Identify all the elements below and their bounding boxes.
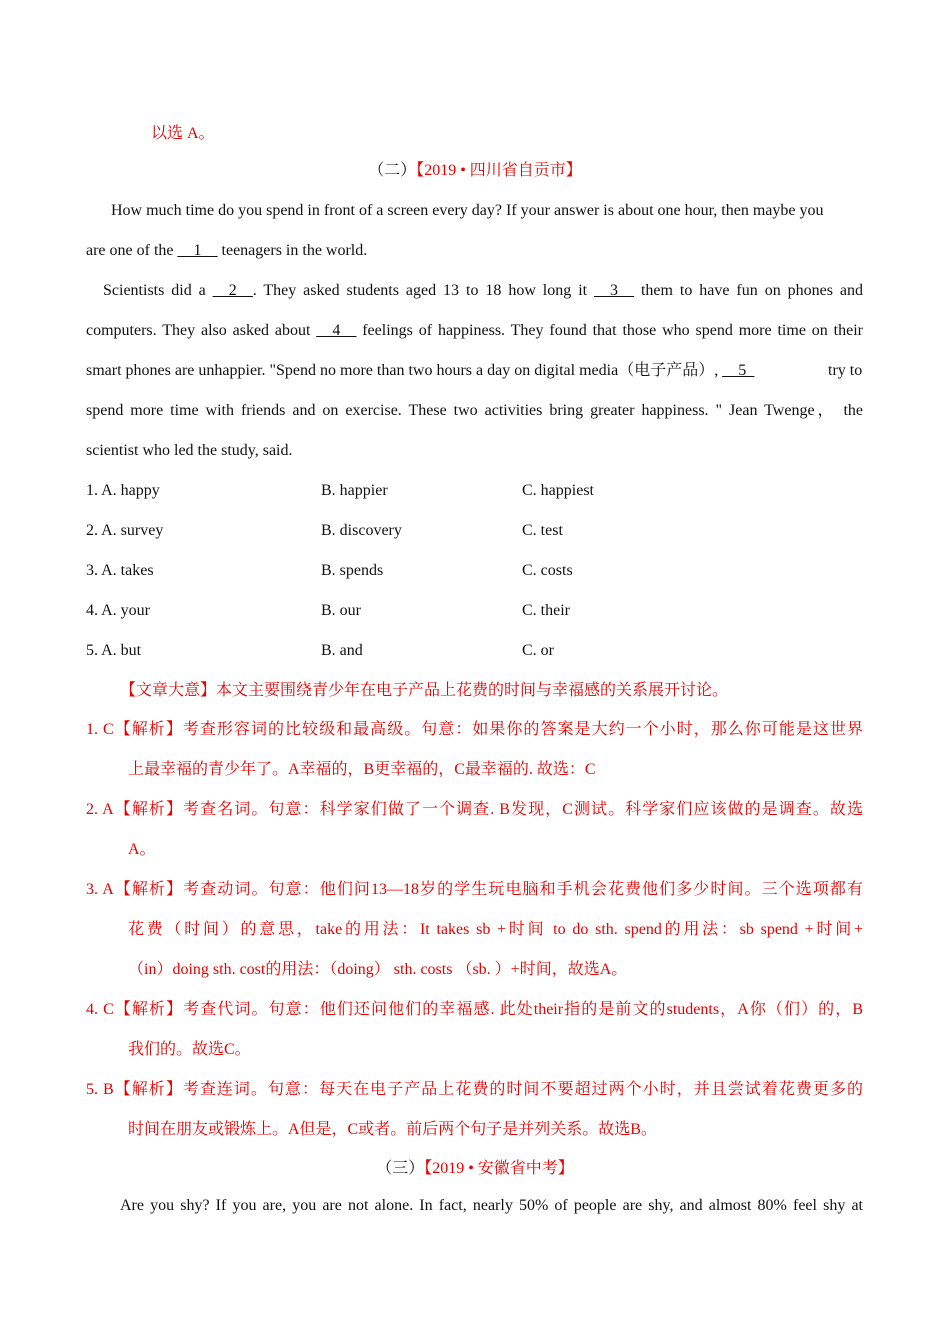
text-span: smart phones are unhappier. "Spend no more than two hours a day on digital media（电子产品）,: [86, 362, 723, 379]
text-span: Scientists did a: [103, 282, 213, 299]
option-b: B. spends: [321, 562, 384, 579]
blank-1: __1__: [177, 242, 218, 259]
option-b: B. our: [321, 602, 361, 619]
text-span: teenagers in the world.: [217, 242, 368, 259]
option-a: 4. A. your: [86, 602, 150, 619]
option-b: B. discovery: [321, 522, 402, 539]
option-b: B. happier: [321, 482, 388, 499]
text-span: computers. They also asked about: [86, 322, 317, 339]
option-a: 1. A. happy: [86, 482, 160, 499]
section-3-source: 【2019 • 安徽省中考】: [424, 1160, 574, 1177]
passage-line: [86, 241, 367, 261]
text-span: feelings of happiness. They found that those who spend more time on their: [356, 322, 863, 339]
passage-line: [103, 281, 863, 301]
option-c: C. test: [522, 522, 563, 539]
passage-line: How much time do you spend in front of a screen every day? If your answer is about one hour, then maybe you: [111, 202, 824, 219]
text-span: . They asked students aged 13 to 18 how long it: [252, 282, 595, 299]
answer-explanation: 1. C【解析】考查形容词的比较级和最高级。句意：如果你的答案是大约一个小时，那么你可能是这世界: [86, 721, 863, 738]
passage-line: Are you shy? If you are, you are not alone. In fact, nearly 50% of people are shy, and almost 80% feel shy at: [120, 1197, 863, 1214]
option-a: 3. A. takes: [86, 562, 154, 579]
answer-explanation: 我们的。故选C。: [128, 1041, 251, 1058]
answer-explanation: （in）doing sth. cost的用法：（doing） sth. costs （sb. ）+时间，故选A。: [128, 961, 628, 978]
answer-explanation: A。: [128, 841, 156, 858]
option-a: 2. A. survey: [86, 522, 164, 539]
text-span: are one of the: [86, 242, 178, 259]
option-a: 5. A. but: [86, 642, 142, 659]
answer-explanation: 花费（时间）的意思，take的用法：It takes sb +时间 to do sth. spend的用法：sb spend +时间+: [128, 921, 863, 938]
option-c: C. happiest: [522, 482, 594, 499]
blank-5: __5_: [722, 362, 755, 379]
option-c: C. their: [522, 602, 570, 619]
section-2-prefix: （二）: [368, 162, 417, 179]
answer-explanation: 2. A【解析】考查名词。句意：科学家们做了一个调查. B发现，C测试。科学家们应该做的是调查。故选: [86, 801, 863, 818]
answer-explanation: 5. B【解析】考查连词。句意：每天在电子产品上花费的时间不要超过两个小时，并且尝试着花费更多的: [86, 1081, 863, 1098]
section-2-heading: [0, 161, 950, 181]
section-2-source: 【2019 • 四川省自贡市】: [416, 162, 582, 179]
article-summary: 【文章大意】本文主要围绕青少年在电子产品上花费的时间与幸福感的关系展开讨论。: [120, 682, 729, 699]
option-c: C. costs: [522, 562, 573, 579]
answer-explanation: 上最幸福的青少年了。A幸福的，B更幸福的，C最幸福的. 故选：C: [128, 761, 596, 778]
passage-line: spend more time with friends and on exercise. These two activities bring greater happiness. " Jean Twenge， the: [86, 402, 864, 419]
passage-line-end: try to: [828, 362, 863, 379]
blank-3: __3__: [594, 282, 635, 299]
answer-explanation: 时间在朋友或锻炼上。A但是，C或者。前后两个句子是并列关系。故选B。: [128, 1121, 657, 1138]
passage-line: [86, 321, 863, 341]
passage-line: scientist who led the study, said.: [86, 442, 293, 459]
blank-2: __2__: [212, 282, 253, 299]
blank-4: __4__: [316, 322, 357, 339]
option-c: C. or: [522, 642, 554, 659]
passage-line: [86, 361, 754, 381]
answer-explanation: 3. A【解析】考查动词。句意：他们问13—18岁的学生玩电脑和手机会花费他们多少时间。三个选项都有: [86, 881, 863, 898]
section-3-heading: [0, 1159, 950, 1179]
text-span: them to have fun on phones and: [634, 282, 863, 299]
section-3-prefix: （三）: [376, 1160, 425, 1177]
option-b: B. and: [321, 642, 363, 659]
answer-explanation: 4. C【解析】考查代词。句意：他们还问他们的幸福感. 此处their指的是前文的students，A你（们）的，B: [86, 1001, 863, 1018]
top-note: 以选 A。: [151, 125, 215, 142]
